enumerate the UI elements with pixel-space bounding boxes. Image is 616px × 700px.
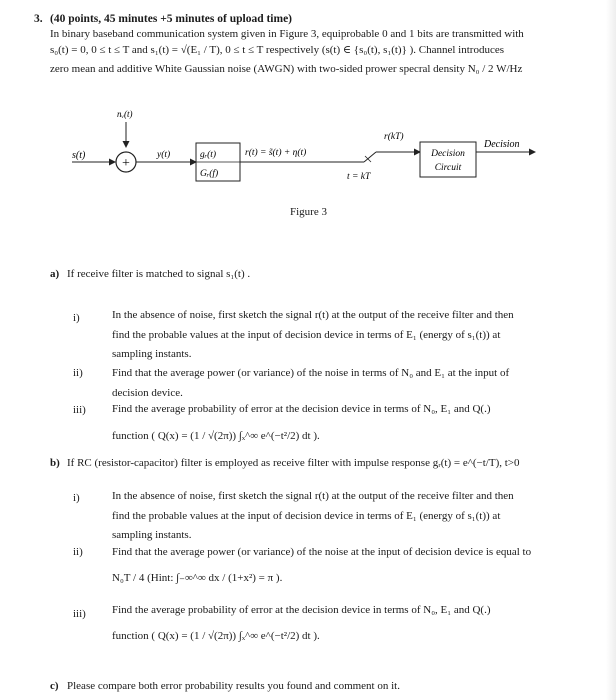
filter-bottom-label: Gᵣ(f) <box>200 169 219 179</box>
part-a-iii-line-1: Find the average probability of error at the decision device in terms of N₀, E₁ and Q(.) <box>112 403 491 415</box>
part-b-ii-line-1: Find that the average power (or variance) of the noise at the input of decision device is equal to <box>112 546 532 558</box>
y-label: y(t) <box>157 150 171 160</box>
sample-time-label: t = kT <box>347 172 371 182</box>
part-c-label: c) <box>50 680 59 692</box>
part-a-iii-line-2: function ( Q(x) = (1 / √(2π)) ∫ₓ^∞ e^(−t²/2) dt ). <box>112 430 320 442</box>
part-b-label: b) <box>50 457 60 469</box>
part-a-i-line-2: find the probable values at the input of decision device in terms of E₁ (energy of s₁(t)) at <box>112 329 501 341</box>
r-equation: r(t) = s̃(t) + η(t) <box>245 148 307 158</box>
part-b-ii-line-2: N₀T / 4 (Hint: ∫₋∞^∞ dx / (1+x²) = π ). <box>112 572 283 584</box>
filter-top-label: gᵣ(t) <box>200 150 217 160</box>
noise-label: nᵥ(t) <box>117 109 133 119</box>
part-c-title: Please compare both error probability results you found and comment on it. <box>67 680 400 692</box>
part-b-i-line-1: In the absence of noise, first sketch the signal r(t) at the output of the receive filter and then <box>112 490 514 502</box>
adder-symbol: + <box>122 156 130 171</box>
part-a-i-roman: i) <box>73 312 80 324</box>
part-a-label: a) <box>50 268 60 280</box>
part-b-ii-roman: ii) <box>73 546 83 558</box>
part-b-iii-line-2: function ( Q(x) = (1 / √(2π)) ∫ₓ^∞ e^(−t²/2) dt ). <box>112 630 320 642</box>
part-b-iii-roman: iii) <box>73 608 86 620</box>
intro-line-2: s₀(t) = 0, 0 ≤ t ≤ T and s₁(t) = √(E₁ / T), 0 ≤ t ≤ T respectively (s(t) ∈ {s₀(t), s₁(t)} ). Channel introduces <box>50 44 504 56</box>
decision-output-label: Decision <box>484 139 520 150</box>
s-input-label: s(t) <box>72 150 86 161</box>
decision-box-line1: Decision <box>431 149 465 159</box>
part-a-title: If receive filter is matched to signal s₁(t) . <box>67 268 251 280</box>
question-number: 3. <box>34 13 43 25</box>
part-b-title: If RC (resistor-capacitor) filter is employed as receive filter with impulse response gᵣ(t) = e^(−t/T), t>0 <box>67 457 520 469</box>
sample-value-label: r(kT) <box>384 132 404 142</box>
part-a-ii-line-1: Find that the average power (or variance) of the noise in terms of N₀ and E₁ at the input of <box>112 367 510 379</box>
intro-line-1: In binary baseband communication system given in Figure 3, equiprobable 0 and 1 bits are transmitted with <box>50 28 524 40</box>
decision-box-line2: Circuit <box>434 163 462 173</box>
page-edge-shadow <box>606 0 616 700</box>
question-header: (40 points, 45 minutes +5 minutes of upload time) <box>50 13 292 25</box>
intro-line-3: zero mean and additive White Gaussian noise (AWGN) with two-sided prower specral density N₀ / 2 W/Hz <box>50 63 523 75</box>
part-b-i-line-3: sampling instants. <box>112 529 192 541</box>
block-diagram <box>0 105 616 205</box>
part-a-i-line-1: In the absence of noise, first sketch the signal r(t) at the output of the receive filter and then <box>112 309 514 321</box>
part-b-i-roman: i) <box>73 492 80 504</box>
part-a-ii-line-2: decision device. <box>112 387 183 399</box>
part-b-i-line-2: find the probable values at the input of decision device in terms of E₁ (energy of s₁(t)) at <box>112 510 501 522</box>
part-a-ii-roman: ii) <box>73 367 83 379</box>
part-a-i-line-3: sampling instants. <box>112 348 192 360</box>
figure-caption: Figure 3 <box>290 206 327 218</box>
part-a-iii-roman: iii) <box>73 404 86 416</box>
part-b-iii-line-1: Find the average probability of error at the decision device in terms of N₀, E₁ and Q(.) <box>112 604 491 616</box>
